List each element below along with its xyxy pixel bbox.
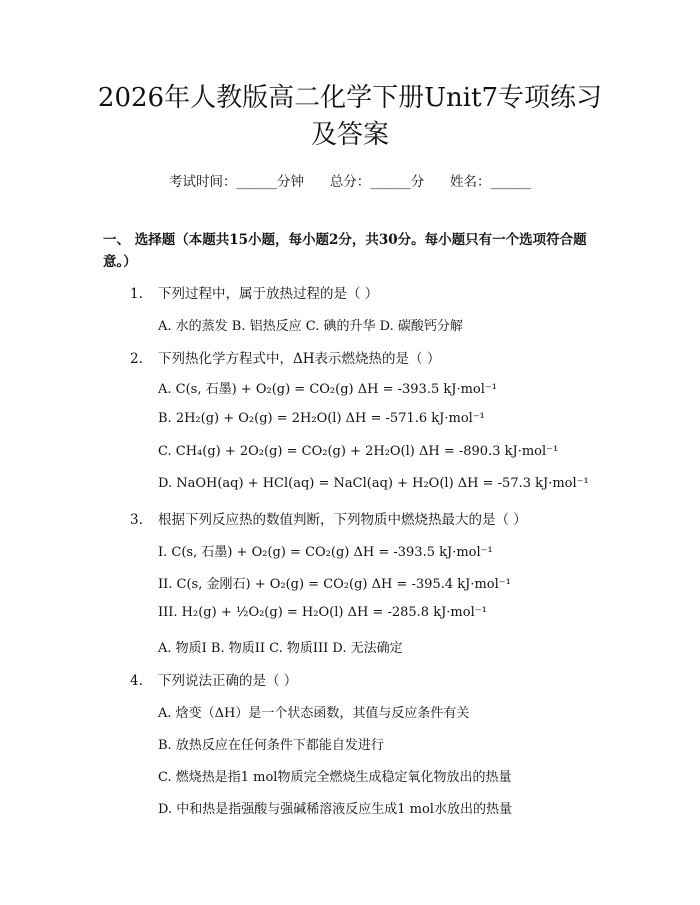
- question-stem: 下列说法正确的是（ ）: [158, 673, 298, 689]
- page-title: 2026年人教版高二化学下册Unit7专项练习: [97, 83, 603, 113]
- question-number: 1.: [130, 286, 143, 302]
- question-3: [130, 508, 527, 528]
- question-stem: 下列过程中，属于放热过程的是（ ）: [158, 286, 379, 302]
- question-2: [130, 347, 440, 367]
- option-d: D. NaOH(aq) + HCl(aq) = NaCl(aq) + H₂O(l) ΔH = -57.3 kJ·mol⁻¹: [158, 476, 589, 491]
- option-c: C. CH₄(g) + 2O₂(g) = CO₂(g) + 2H₂O(l) ΔH = -890.3 kJ·mol⁻¹: [158, 444, 559, 459]
- question-number: 2.: [130, 351, 143, 367]
- time-label: 考试时间：______分钟: [169, 174, 304, 190]
- statement-ii: II. C(s, 金刚石) + O₂(g) = CO₂(g) ΔH = -395.4 kJ·mol⁻¹: [158, 577, 511, 592]
- question-stem: 下列热化学方程式中，ΔH表示燃烧热的是（ ）: [158, 351, 441, 367]
- option-b: B. 2H₂(g) + O₂(g) = 2H₂O(l) ΔH = -571.6 kJ·mol⁻¹: [158, 411, 485, 426]
- question-number: 3.: [130, 512, 143, 528]
- question-number: 4.: [130, 673, 143, 689]
- option-d: D. 中和热是指强酸与强碱稀溶液反应生成1 mol水放出的热量: [158, 802, 512, 817]
- question-stem: 根据下列反应热的数值判断，下列物质中燃烧热最大的是（ ）: [158, 512, 527, 528]
- section-heading: 一、 选择题（本题共15小题，每小题2分，共30分。每小题只有一个选项符合题意。）: [103, 232, 587, 270]
- option-b: B. 放热反应在任何条件下都能自发进行: [158, 738, 384, 753]
- score-label: 总分：______分: [329, 174, 425, 190]
- option-a: A. 焓变（ΔH）是一个状态函数，其值与反应条件有关: [158, 706, 470, 721]
- option-a: A. C(s, 石墨) + O₂(g) = CO₂(g) ΔH = -393.5 kJ·mol⁻¹: [158, 382, 497, 397]
- question-1-options: A. 水的蒸发 B. 铝热反应 C. 碘的升华 D. 碳酸钙分解: [158, 319, 463, 334]
- question-3-options: A. 物质I B. 物质II C. 物质III D. 无法确定: [158, 641, 403, 656]
- name-label: 姓名：______: [450, 174, 531, 190]
- question-4: [130, 669, 297, 689]
- option-c: C. 燃烧热是指1 mol物质完全燃烧生成稳定氧化物放出的热量: [158, 770, 512, 785]
- exam-meta: [0, 170, 700, 190]
- statement-iii: III. H₂(g) + ½O₂(g) = H₂O(l) ΔH = -285.8 kJ·mol⁻¹: [158, 605, 487, 620]
- statement-i: I. C(s, 石墨) + O₂(g) = CO₂(g) ΔH = -393.5 kJ·mol⁻¹: [158, 545, 493, 560]
- question-1: [130, 282, 378, 302]
- page-title-continued: 及答案: [310, 120, 389, 150]
